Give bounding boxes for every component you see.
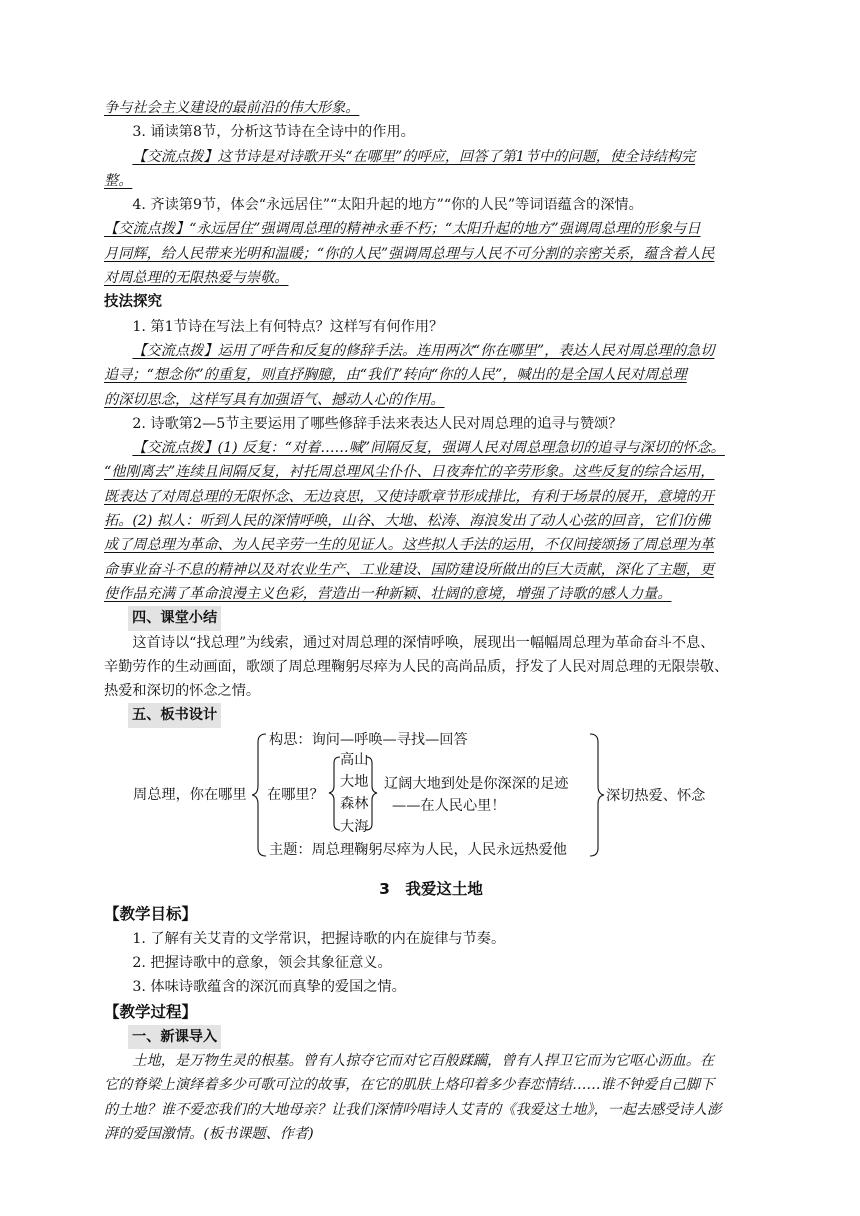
lesson-title: 3 我爱这土地: [379, 879, 483, 898]
board-design-diagram: [104, 728, 758, 862]
places-brace-left: [329, 757, 340, 830]
right-brace: [590, 734, 604, 856]
board-place: 大海: [340, 818, 369, 835]
question-1: 1. 第1节诗在写法上有何特点？这样写有何作用？: [132, 318, 444, 335]
question-3: 3. 诵读第8节，分析这节诗在全诗中的作用。: [132, 124, 415, 141]
intro-line: 的土地？谁不爱恋我们的大地母亲？让我们深情吟唱诗人艾青的《我爱这土地》，一起去感受诗人澎: [104, 1101, 722, 1118]
answer-line: 争与社会主义建设的最前沿的伟大形象。: [104, 100, 360, 116]
board-root: 周总理，你在哪里: [133, 786, 247, 803]
intro-line: 土地，是万物生灵的根基。曾有人掠夺它而对它百般蹂躏，曾有人捍卫它而为它呕心沥血。在: [132, 1052, 715, 1069]
answer-line: “他刚离去”连续且间隔反复，衬托周总理风尘仆仆、日夜奔忙的辛劳形象。这些反复的综合运用，: [104, 464, 715, 481]
question-4: 4. 齐读第9节，体会“永远居住”“太阳升起的地方”“你的人民”等词语蕴含的深情。: [132, 197, 643, 214]
answer-line: 月同辉，给人民带来光明和温暖；“你的人民”强调周总理与人民不可分割的亲密关系，蕴含着人民: [104, 245, 715, 262]
summary-line: 这首诗以“找总理”为线索，通过对周总理的深情呼唤，展现出一幅幅周总理为革命奋斗不息、: [132, 634, 715, 651]
board-place: 大地: [340, 773, 369, 790]
answer-line: 对周总理的无限热爱与崇敬。: [104, 270, 289, 287]
section-heading-board: 五、板书设计: [128, 703, 221, 727]
section-heading-summary: 四、课堂小结: [128, 606, 221, 630]
board-verse: 辽阔大地到处是你深深的足迹: [384, 775, 569, 792]
goal-item: 3. 体味诗歌蕴含的深沉而真挚的爱国之情。: [132, 979, 406, 996]
board-where: 在哪里？: [267, 786, 324, 803]
answer-line: 的深切思念，这样写具有加强语气、撼动人心的作用。: [104, 391, 445, 408]
question-2: 2. 诗歌第2—5节主要运用了哪些修辞手法来表达人民对周总理的追寻与赞颂？: [132, 415, 623, 432]
summary-line: 热爱和深切的怀念之情。: [104, 683, 261, 700]
goal-item: 1. 了解有关艾青的文学常识，把握诗歌的内在旋律与节奏。: [132, 930, 506, 947]
answer-line: 追寻；“想念你”的重复，则直抒胸臆，由“我们”转向“你的人民”，喊出的是全国人民对周总理: [104, 367, 687, 384]
answer-tag: 【交流点拨】: [104, 221, 190, 238]
answer-line: 成了周总理为革命、为人民辛劳一生的见证人。这些拟人手法的运用，不仅间接颂扬了周总理为革: [104, 537, 715, 554]
goal-item: 2. 把握诗歌中的意象，领会其象征意义。: [132, 955, 392, 972]
section-heading-technique: 技法探究: [104, 294, 162, 311]
answer-line: 既表达了对周总理的无限怀念、无边哀思，又使诗歌章节形成排比，有利于场景的展开，意境的开: [104, 488, 715, 505]
goals-heading: 【教学目标】: [104, 904, 198, 923]
answer-text: “永远居住”强调周总理的精神永垂不朽；“太阳升起的地方”强调周总理的形象与日: [189, 221, 701, 238]
left-brace: [252, 734, 266, 856]
board-structure: 构思：询问—呼唤—寻找—回答: [269, 731, 468, 748]
board-verse: ——在人民心里！: [392, 797, 506, 814]
intro-line: 它的脊梁上演绎着多少可歌可泣的故事，在它的肌肤上烙印着多少春恋情结……谁不钟爱自己脚下: [104, 1077, 715, 1094]
answer-text: (1) 反复：“对着……喊”间隔反复，强调人民对周总理急切的追寻与深切的怀念。: [217, 440, 725, 457]
answer-line: 拓。(2) 拟人：听到人民的深情呼唤，山谷、大地、松涛、海浪发出了动人心弦的回音，它们仿佛: [104, 513, 711, 530]
board-theme: 主题：周总理鞠躬尽瘁为人民，人民永远热爱他: [269, 841, 567, 858]
board-place: 森林: [340, 795, 369, 812]
document-page: [104, 96, 758, 1146]
answer-line: 命事业奋斗不息的精神以及对农业生产、工业建设、国防建设所做出的巨大贡献，深化了主题，更: [104, 561, 715, 578]
intro-line: 湃的爱国激情。(板书课题、作者): [104, 1125, 314, 1142]
answer-tag: 【交流点拨】: [132, 148, 218, 165]
answer-text: 运用了呼告和反复的修辞手法。连用两次“你在哪里”，表达人民对周总理的急切: [217, 342, 715, 359]
answer-line: 使作品充满了革命浪漫主义色彩，营造出一种新颖、壮阔的意境，增强了诗歌的感人力量。: [104, 585, 672, 602]
process-heading: 【教学过程】: [104, 1002, 198, 1021]
board-place: 高山: [340, 751, 369, 768]
answer-tag: 【交流点拨】: [132, 342, 218, 359]
answer-tag: 【交流点拨】: [132, 440, 218, 457]
section-heading-intro: 一、新课导入: [128, 1025, 221, 1049]
answer-text: 这节诗是对诗歌开头“在哪里”的呼应，回答了第1节中的问题，使全诗结构完: [217, 148, 696, 165]
answer-line: 整。: [104, 172, 133, 189]
board-result: 深切热爱、怀念: [606, 787, 706, 804]
summary-line: 辛勤劳作的生动画面，歌颂了周总理鞠躬尽瘁为人民的高尚品质，抒发了人民对周总理的无限崇敬、: [104, 658, 729, 675]
